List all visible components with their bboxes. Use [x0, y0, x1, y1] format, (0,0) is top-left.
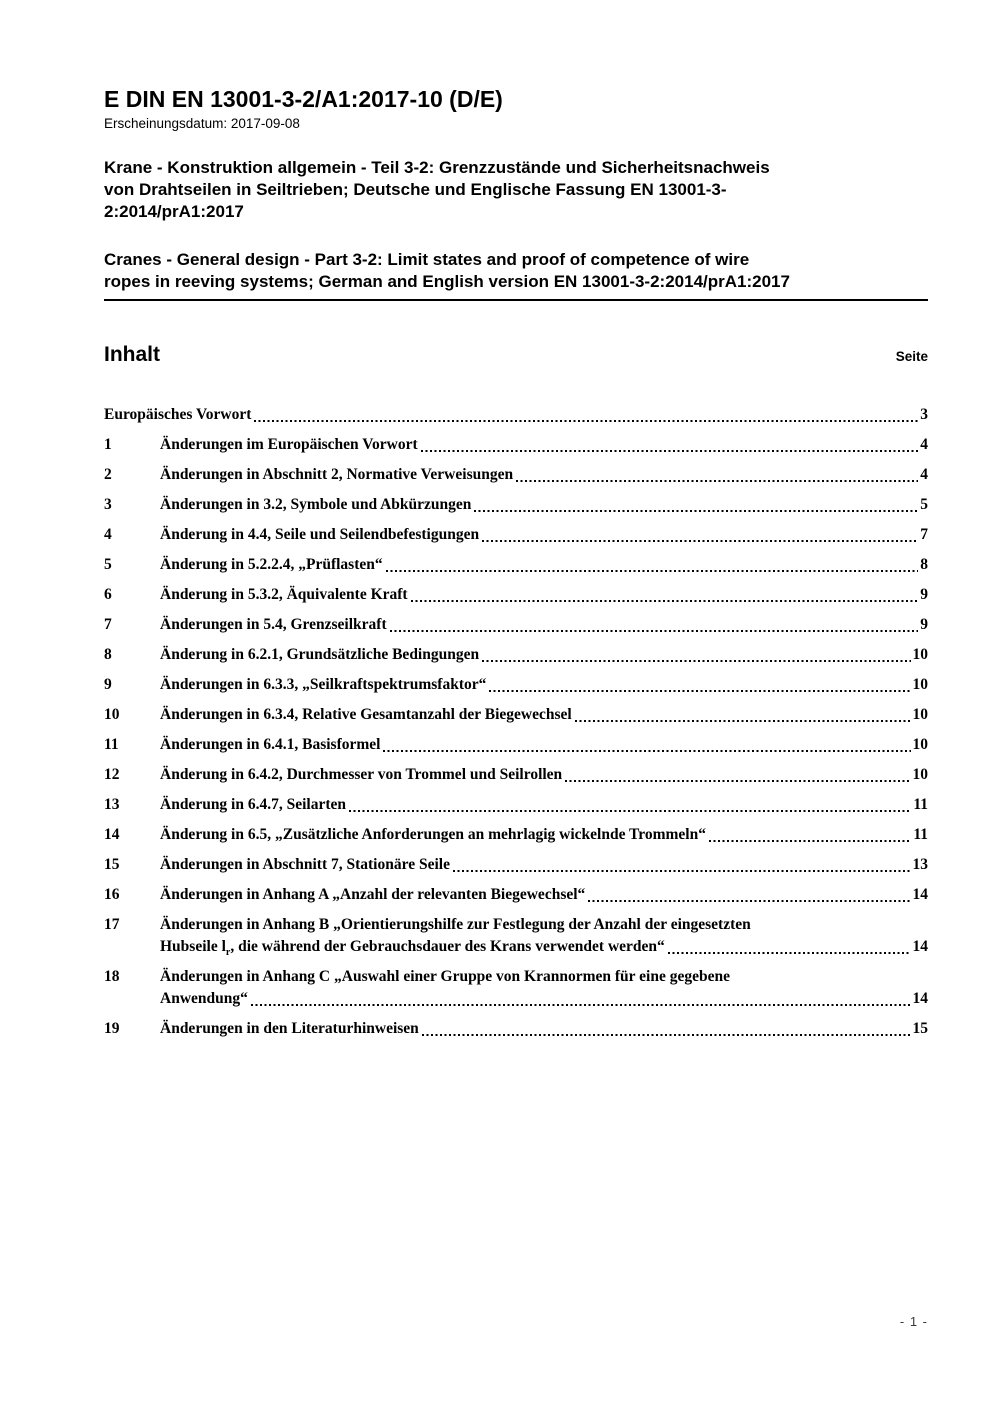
dot-leader — [386, 570, 919, 572]
toc-entry-number: 4 — [104, 526, 112, 543]
toc-entry-title: Änderungen in 5.4, Grenzseilkraft — [160, 616, 387, 633]
dot-leader — [453, 870, 911, 872]
toc-entry — [104, 704, 928, 726]
toc-entry-title: Änderungen in 3.2, Symbole und Abkürzungen — [160, 496, 472, 513]
dot-leader — [422, 1034, 911, 1036]
toc-entry — [104, 764, 928, 786]
toc-entry-title: Änderung in 6.4.2, Durchmesser von Trommel und Seilrollen — [160, 766, 563, 783]
toc-entry — [104, 884, 928, 906]
toc-entry-number: 6 — [104, 586, 112, 603]
toc-entry — [104, 644, 928, 666]
title-en-line: ropes in reeving systems; German and English version EN 13001-3-2:2014/prA1:2017 — [104, 272, 790, 291]
toc-entry-page: 14 — [912, 886, 928, 903]
toc-entry-title: Änderung in 5.2.2.4, „Prüflasten“ — [160, 556, 383, 573]
subscript-r: r — [225, 947, 231, 959]
dot-leader — [482, 660, 910, 662]
toc-entry-number: 2 — [104, 466, 112, 483]
toc-header — [104, 343, 928, 367]
toc-entry-number: 12 — [104, 766, 120, 783]
dot-leader — [251, 1004, 911, 1006]
toc-entry-page: 11 — [913, 826, 928, 843]
toc-page-column-label: Seite — [895, 349, 928, 364]
toc-entry-page: 10 — [912, 736, 928, 753]
toc-entry — [104, 494, 928, 516]
page-content — [104, 0, 928, 1048]
toc-entry-title: Änderung in 6.5, „Zusätzliche Anforderungen an mehrlagig wickelnde Trommeln“ — [160, 826, 706, 843]
toc-entry — [104, 524, 928, 546]
toc-entry-page: 14 — [912, 990, 928, 1007]
page-number-footer: - 1 - — [899, 1314, 928, 1329]
toc-entry-number: 16 — [104, 886, 120, 903]
title-en-line: Cranes - General design - Part 3-2: Limit states and proof of competence of wire — [104, 250, 750, 269]
toc-entry-title: Änderungen in 6.3.3, „Seilkraftspektrumsfaktor“ — [160, 676, 487, 693]
document-title-english — [104, 249, 928, 301]
title-de-line: 2:2014/prA1:2017 — [104, 202, 244, 221]
toc-entry-page: 10 — [912, 706, 928, 723]
toc-entry-page: 7 — [920, 526, 928, 543]
toc-entry-page: 8 — [920, 556, 928, 573]
toc-entry — [104, 914, 928, 958]
toc-entry-number: 19 — [104, 1020, 120, 1037]
toc-entry — [104, 584, 928, 606]
publication-date: Erscheinungsdatum: 2017-09-08 — [104, 116, 300, 131]
toc-entry-title-line1: Änderungen in Anhang C „Auswahl einer Gruppe von Krannormen für eine gegebene — [160, 968, 730, 985]
toc-entry-title: Europäisches Vorwort — [104, 406, 252, 423]
document-number: E DIN EN 13001-3-2/A1:2017-10 (D/E) — [104, 86, 503, 112]
toc-entry-number: 14 — [104, 826, 120, 843]
toc-heading: Inhalt — [104, 343, 160, 366]
toc-entry-page: 4 — [920, 436, 928, 453]
toc-entry-page: 10 — [912, 766, 928, 783]
toc-entry-page: 3 — [920, 406, 928, 423]
toc-entry-page: 10 — [912, 646, 928, 663]
toc-entry-title: Änderung in 6.2.1, Grundsätzliche Bedingungen — [160, 646, 480, 663]
toc-entry-number: 11 — [104, 736, 119, 753]
dot-leader — [390, 630, 919, 632]
toc-entry-page: 14 — [912, 938, 928, 955]
toc-entry — [104, 674, 928, 696]
title-de-line: Krane - Konstruktion allgemein - Teil 3-2: Grenzzustände und Sicherheitsnachweis — [104, 158, 770, 177]
toc-entry-title: Änderung in 4.4, Seile und Seilendbefestigungen — [160, 526, 480, 543]
toc-entry-number: 5 — [104, 556, 112, 573]
toc-entry — [104, 434, 928, 456]
toc-entry-title: Änderungen in Anhang A „Anzahl der relevanten Biegewechsel“ — [160, 886, 586, 903]
dot-leader — [383, 750, 910, 752]
toc-entry-number: 3 — [104, 496, 112, 513]
toc-entry-title: Änderungen in Abschnitt 2, Normative Verweisungen — [160, 466, 514, 483]
toc-entry — [104, 554, 928, 576]
toc-entry — [104, 824, 928, 846]
toc-entry-number: 10 — [104, 706, 120, 723]
dot-leader — [565, 780, 910, 782]
toc-entry — [104, 404, 928, 426]
dot-leader — [668, 952, 911, 954]
toc-entry-number: 1 — [104, 436, 112, 453]
dot-leader — [411, 600, 919, 602]
dot-leader — [588, 900, 910, 902]
dot-leader — [482, 540, 918, 542]
toc-entry-page: 11 — [913, 796, 928, 813]
toc-entry-number: 8 — [104, 646, 112, 663]
title-de-line: von Drahtseilen in Seiltrieben; Deutsche und Englische Fassung EN 13001-3- — [104, 180, 727, 199]
toc-entry-title: Änderungen in den Literaturhinweisen — [160, 1020, 419, 1037]
toc-entry-page: 9 — [920, 616, 928, 633]
dot-leader — [575, 720, 911, 722]
dot-leader — [709, 840, 911, 842]
dot-leader — [349, 810, 911, 812]
toc-entry-number: 18 — [104, 968, 120, 985]
toc-entry-title: Änderungen im Europäischen Vorwort — [160, 436, 418, 453]
dot-leader — [474, 510, 918, 512]
toc-entry-number: 13 — [104, 796, 120, 813]
toc-entry-page: 15 — [912, 1020, 928, 1037]
toc-entry — [104, 464, 928, 486]
toc-entry-page: 9 — [920, 586, 928, 603]
document-title-german — [104, 157, 928, 223]
toc-entry — [104, 854, 928, 876]
dot-leader — [516, 480, 918, 482]
toc-entry-number: 15 — [104, 856, 120, 873]
toc-entry-title-line1: Änderungen in Anhang B „Orientierungshilfe zur Festlegung der Anzahl der eingesetzten — [160, 916, 751, 933]
toc-entry — [104, 614, 928, 636]
toc-entry — [104, 794, 928, 816]
dot-leader — [421, 450, 919, 452]
toc-entry-title: Änderung in 6.4.7, Seilarten — [160, 796, 347, 813]
toc-entry-title: Änderungen in Abschnitt 7, Stationäre Seile — [160, 856, 450, 873]
toc-entry — [104, 1018, 928, 1040]
toc-entry-title-line2: Hubseile $l_r$, die während der Gebrauchsdauer des Krans verwendet werden“ — [160, 938, 665, 959]
toc-entry-number: 7 — [104, 616, 112, 633]
toc-entry-page: 10 — [912, 676, 928, 693]
table-of-contents — [104, 404, 928, 1040]
toc-entry-page: 4 — [920, 466, 928, 483]
toc-entry-page: 5 — [920, 496, 928, 513]
toc-entry-number: 9 — [104, 676, 112, 693]
toc-entry-title: Änderungen in 6.3.4, Relative Gesamtanzahl der Biegewechsel — [160, 706, 572, 723]
toc-entry — [104, 966, 928, 1010]
toc-entry-title: Änderungen in 6.4.1, Basisformel — [160, 736, 381, 753]
dot-leader — [254, 420, 918, 422]
toc-entry-page: 13 — [912, 856, 928, 873]
toc-entry-title: Änderung in 5.3.2, Äquivalente Kraft — [160, 586, 408, 603]
dot-leader — [489, 690, 910, 692]
toc-entry — [104, 734, 928, 756]
toc-entry-number: 17 — [104, 916, 120, 933]
toc-entry-title-line2: Anwendung“ — [160, 990, 248, 1007]
